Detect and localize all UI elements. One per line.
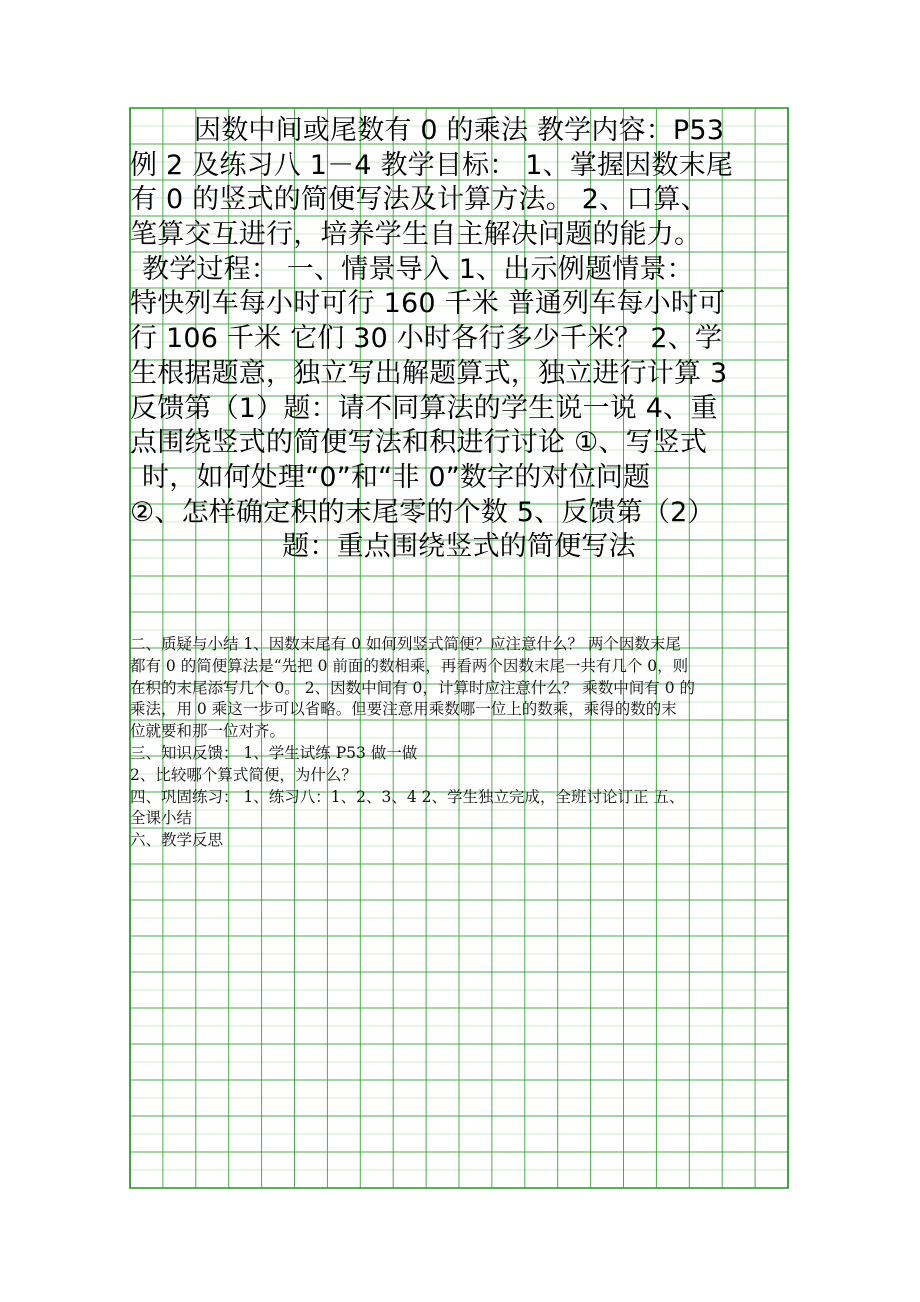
body-line: 全课小结 [130,809,193,828]
body-line: 三、知识反馈： 1、学生试练 P53 做一做 [130,743,418,762]
body-line: 四、巩固练习： 1、练习八：1、2、3、4 2、学生独立完成，全班讨论订正 五、 [130,787,685,806]
body-line: 六、教学反思 [130,831,224,850]
body-line: 都有 0 的简便算法是“先把 0 前面的数相乘，再看两个因数末尾一共有几个 0，则 [130,656,689,675]
text-line: 特快列车每小时可行 160 千米 普通列车每小时可 [130,288,726,320]
body-line: 二、质疑与小结 1、因数末尾有 0 如何列竖式简便？应注意什么？ 两个因数末尾 [130,635,681,653]
body-line: 乘法，用 0 乘这一步可以省略。但要注意用乘数哪一位上的数乘，乘得的数的末 [130,700,677,719]
text-line: 教学过程： 一、情景导入 1、出示例题情景： [142,253,694,285]
text-line: 例 2 及练习八 1－4 教学目标： 1、掌握因数末尾 [130,149,734,181]
text-line: 题：重点围绕竖式的简便写法 [282,531,636,563]
text-line: 点围绕竖式的简便写法和积进行讨论 ①、写竖式 [130,427,708,459]
text-line: 因数中间或尾数有 0 的乘法 教学内容：P53 [194,115,725,146]
body-line: 在积的末尾添写几个 0。 2、因数中间有 0，计算时应注意什么？ 乘数中间有 0 的 [130,678,696,697]
text-line: ②、怎样确定积的末尾零的个数 5、反馈第（2） [130,496,715,528]
text-line: 行 106 千米 它们 30 小时各行多少千米？ 2、学 [130,323,723,355]
lesson-plan-body-text [130,634,788,852]
body-line: 位就要和那一位对齐。 [130,722,286,741]
lesson-plan-header-text [130,114,788,565]
text-line: 有 0 的竖式的简便写法及计算方法。 2、口算、 [130,184,708,216]
text-line: 时，如何处理“0”和“非 0”数字的对位问题 [142,461,651,493]
text-line: 笔算交互进行，培养学生自主解决问题的能力。 [130,219,702,251]
text-line: 生根据题意，独立写出解题算式，独立进行计算 3 [130,357,728,389]
text-line: 反馈第（1）题：请不同算法的学生说一说 4、重 [130,392,718,424]
lesson-plan-page [130,108,788,1188]
body-line: 2、比较哪个算式简便，为什么？ [130,765,357,784]
